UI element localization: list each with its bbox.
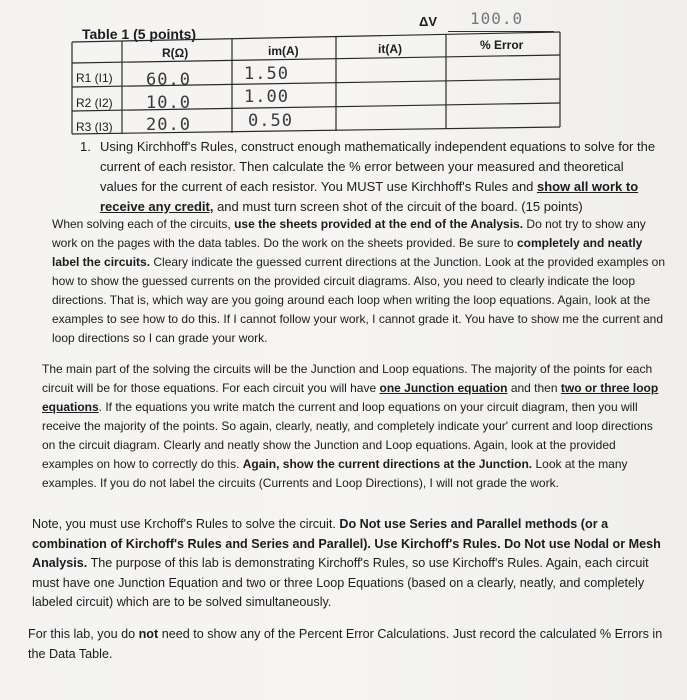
p4-bold-not: not bbox=[138, 627, 159, 641]
p2-one-junction-equation: one Junction equation bbox=[379, 381, 508, 395]
question-1-text-b: and must turn screen shot of the circuit of the board. (15 points) bbox=[213, 199, 583, 214]
question-1 bbox=[80, 137, 660, 217]
r1-resistance-value: 60.0 bbox=[146, 70, 191, 90]
instructions-paragraph-4 bbox=[28, 625, 678, 664]
p2-text-2: and then bbox=[507, 381, 561, 395]
p1-text-1: When solving each of the circuits, bbox=[52, 217, 235, 231]
p2-bold-1: Again, show the current directions at the Junction. bbox=[242, 457, 533, 471]
question-1-text-a: Using Kirchhoff's Rules, construct enough mathematically independent equations to solve for the current of each resistor. Then calculate the % error between your measured and theoretical values for the current of each resistor. You MUST use Kirchhoff's Rules and bbox=[100, 139, 656, 194]
p3-text-1: Note, you must use Krchoff's Rules to solve the circuit. bbox=[32, 517, 340, 531]
question-1-text bbox=[100, 137, 660, 217]
question-1-number: 1. bbox=[80, 139, 91, 154]
r2-measured-current-value: 1.00 bbox=[244, 87, 289, 107]
r1-measured-current-value: 1.50 bbox=[244, 64, 289, 84]
p2-text-4: Look at the many examples. If you do not label the circuits (Currents and Loop Directions), I will not grade the work. bbox=[42, 457, 628, 490]
r3-measured-current-value: 0.50 bbox=[248, 111, 293, 131]
p1-text-3: Cleary indicate the guessed current directions at the Junction. Look at the provided examples on how to show the guessed currents on the provided circuit diagrams. Also, you need to clearly indicate the loop directions. That is, which way are you going around each loop when writing the loop equations. Again, look at the examples to see how to do this. If I cannot follow your work, I cannot grade it. You have to show me the current and loop directions so I can grade your work. bbox=[52, 255, 666, 345]
p3-bold-1: Do Not use Series and Parallel methods (or a combination of Kirchoff's Rules and Series and Parallel). Use Kirchoff's Rules. Do Not use Nodal or Mesh Analysis. bbox=[32, 517, 661, 570]
p1-bold-1: use the sheets provided at the end of the Analysis. bbox=[234, 217, 524, 231]
delta-v-label: ΔV bbox=[419, 14, 438, 29]
instructions-paragraph-1 bbox=[52, 215, 667, 348]
p2-two-or-three-loop-equations: two or three loop equations bbox=[42, 381, 659, 414]
p1-text-2: Do not try to show any work on the pages with the data tables. Do the work on the sheets provided. Be sure to bbox=[52, 217, 646, 250]
instructions-paragraph-2 bbox=[42, 360, 667, 493]
column-header-resistance: R(Ω) bbox=[162, 46, 189, 60]
p4-text-2: need to show any of the Percent Error Calculations. Just record the calculated % Errors in the Data Table. bbox=[28, 627, 663, 661]
r2-resistance-value: 10.0 bbox=[146, 93, 191, 113]
instructions-paragraph-3 bbox=[32, 515, 672, 613]
row-label-r2: R2 (I2) bbox=[76, 96, 113, 110]
column-header-percent-error: % Error bbox=[480, 38, 524, 52]
table-title: Table 1 (5 points) bbox=[82, 26, 197, 42]
p2-text-3: . If the equations you write match the current and loop equations on your circuit diagram, then you will receive the majority of the points. So again, clearly, neatly, and completely indicate your' current and loop directions on the circuit diagram. Clearly and neatly show the Junction and Loop equations. Again, look at the provided examples on how to correctly do this. bbox=[42, 400, 653, 471]
p3-text-2: The purpose of this lab is demonstrating Kirchoff's Rules, so use Kirchoff's Rules. Again, each circuit must have one Junction Equation and two or three Loop Equations (based on a clearly, neatly, and completely labeled circuit) which are to be solved simultaneously. bbox=[32, 556, 649, 609]
p4-text-1: For this lab, you do bbox=[28, 627, 139, 641]
column-header-theoretical-current: it(A) bbox=[378, 42, 402, 56]
row-label-r3: R3 (I3) bbox=[76, 120, 113, 134]
delta-v-value: 100.0 bbox=[470, 9, 524, 28]
p2-text-1: The main part of the solving the circuits will be the Junction and Loop equations. The majority of the points for each circuit will be for those equations. For each circuit you will have bbox=[42, 362, 653, 395]
r3-resistance-value: 20.0 bbox=[146, 115, 191, 135]
row-label-r1: R1 (I1) bbox=[76, 71, 113, 85]
delta-v-underline bbox=[448, 31, 554, 32]
question-1-show-all-work: show all work to receive any credit, bbox=[100, 179, 639, 214]
p1-bold-2: completely and neatly label the circuits. bbox=[52, 236, 643, 269]
column-header-measured-current: im(A) bbox=[268, 44, 299, 58]
